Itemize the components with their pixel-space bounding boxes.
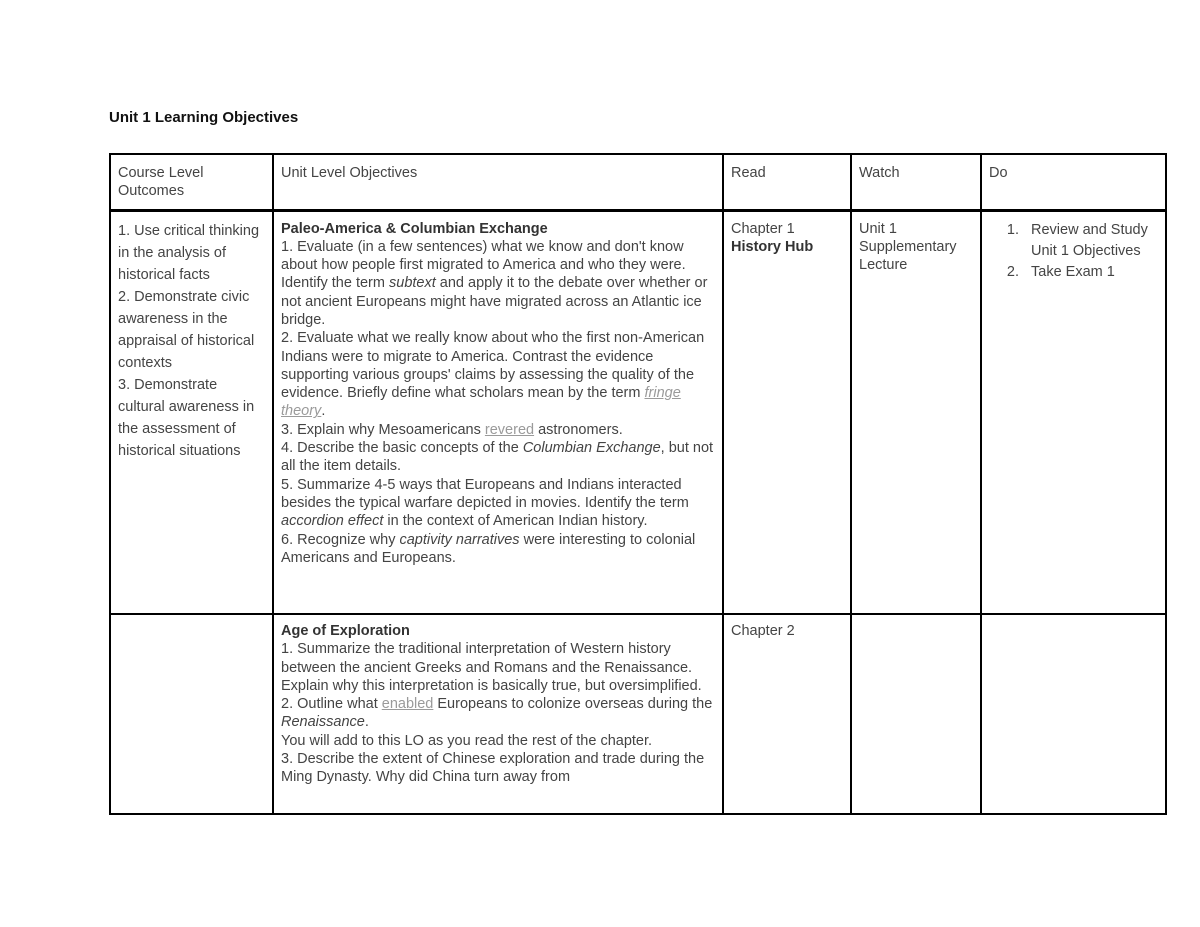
header-read: Read: [723, 154, 851, 210]
course-outcomes-cell-empty: [110, 614, 273, 814]
objective-item: 3. Explain why Mesoamericans revered astronomers.: [281, 421, 623, 438]
course-outcome-item: 3. Demonstrate cultural awareness in the assessment of historical situations: [118, 376, 255, 459]
header-do: Do: [981, 154, 1166, 210]
read-chapter: Chapter 2: [731, 623, 795, 639]
page-title: Unit 1 Learning Objectives: [109, 109, 299, 126]
table-row: [110, 210, 1166, 614]
watch-cell-empty: [851, 614, 981, 814]
term-columbian-exchange: Columbian Exchange: [522, 440, 661, 457]
unit-objectives-cell: [273, 614, 723, 814]
course-outcomes-cell: [110, 210, 273, 614]
revered-link[interactable]: revered: [484, 421, 535, 438]
objective-item: 1. Summarize the traditional interpretation of Western history between the ancient Greeks and Romans and the Renaissance. Explain why this interpretation is basically true, but oversimplified.: [281, 641, 702, 694]
section-heading: Paleo-America & Columbian Exchange: [281, 220, 548, 237]
enabled-link[interactable]: enabled: [381, 696, 434, 713]
objective-item: 4. Describe the basic concepts of the Columbian Exchange, but not all the item details.: [281, 440, 714, 475]
course-outcome-item: 2. Demonstrate civic awareness in the appraisal of historical contexts: [118, 288, 255, 371]
do-list: [989, 220, 1158, 283]
read-chapter: Chapter 1: [731, 220, 795, 237]
watch-lecture: Unit 1 Supplementary Lecture: [859, 220, 957, 274]
read-cell: [723, 614, 851, 814]
section-heading: Age of Exploration: [281, 623, 410, 639]
term-subtext: subtext: [389, 275, 436, 292]
objective-item: 2. Evaluate what we really know about who the first non-American Indians were to migrate to America. Contrast the evidence supporting various groups' claims by assessing the quality of the evidence. Briefly define what scholars mean by the term fringe theory.: [281, 330, 705, 420]
course-outcome-item: 1. Use critical thinking in the analysis of historical facts: [118, 222, 260, 283]
objective-item: 5. Summarize 4-5 ways that Europeans and Indians interacted besides the typical warfare depicted in movies. Identify the term accordion effect in the context of American Indian history.: [281, 476, 689, 530]
do-item: 2. Take Exam 1: [1023, 262, 1158, 283]
read-cell: [723, 210, 851, 614]
table-row: [110, 614, 1166, 814]
objectives-table: [109, 153, 1167, 815]
term-accordion-effect: accordion effect: [281, 513, 384, 530]
objective-item: 1. Evaluate (in a few sentences) what we know and don't know about how people first migrated to America and who they were. Identify the term subtext and apply it to the debate over whether or not ancient Europeans might have migrated across an Atlantic ice bridge.: [281, 238, 708, 328]
do-item: 1. Review and Study Unit 1 Objectives: [1023, 220, 1158, 262]
unit-objectives-cell: [273, 210, 723, 614]
objective-item: 3. Describe the extent of Chinese exploration and trade during the Ming Dynasty. Why did China turn away from: [281, 751, 705, 786]
watch-cell: [851, 210, 981, 614]
header-unit-objectives: Unit Level Objectives: [273, 154, 723, 210]
do-cell: [981, 210, 1166, 614]
term-renaissance: Renaissance: [281, 714, 365, 731]
fringe-theory-link[interactable]: fringe theory: [281, 385, 681, 420]
header-course-outcomes: Course Level Outcomes: [110, 154, 273, 210]
term-captivity-narratives: captivity narratives: [399, 531, 520, 548]
header-watch: Watch: [851, 154, 981, 210]
do-cell-empty: [981, 614, 1166, 814]
history-hub-label: History Hub: [731, 238, 814, 255]
table-header-row: [110, 154, 1166, 210]
objective-item: 2. Outline what enabled Europeans to colonize overseas during the Renaissance.: [281, 696, 713, 731]
objective-item: 6. Recognize why captivity narratives were interesting to colonial Americans and Europeans.: [281, 531, 696, 566]
objective-note: You will add to this LO as you read the rest of the chapter.: [281, 732, 653, 749]
